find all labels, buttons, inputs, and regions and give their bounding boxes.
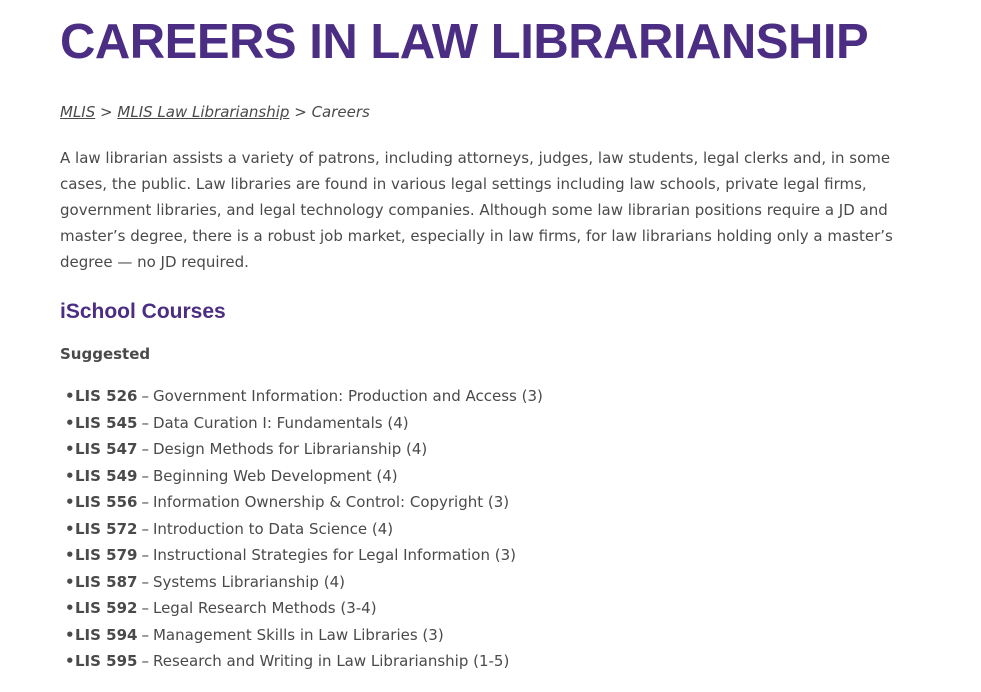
bullet-icon: • [65,440,75,458]
course-code: LIS 595 [75,652,138,670]
course-title: Systems Librarianship (4) [152,572,345,591]
course-item [60,410,543,437]
suggested-subheading: Suggested [60,345,151,363]
course-title: Instructional Strategies for Legal Information (3) [152,546,516,564]
course-code: LIS 526 [75,387,138,405]
course-separator: – [141,440,149,458]
course-separator: – [141,599,149,617]
course-title: Research and Writing in Law Librarianship (1-5) [152,652,510,670]
bullet-icon: • [65,519,75,538]
course-title: Data Curation I: Fundamentals (4) [152,413,409,432]
course-separator: – [141,572,149,591]
course-item [60,436,543,463]
course-code: LIS 556 [75,493,138,511]
course-item [60,542,543,569]
course-separator: – [141,519,149,538]
bullet-icon: • [65,413,75,432]
course-title: Beginning Web Development (4) [152,466,398,485]
course-title: Introduction to Data Science (4) [152,519,394,538]
breadcrumb-current: Careers [311,103,370,121]
course-code: LIS 547 [75,440,138,458]
course-title: Design Methods for Librarianship (4) [152,440,428,458]
breadcrumb-link-mlis-law-librarianship[interactable]: MLIS Law Librarianship [117,103,290,121]
course-item [60,622,543,649]
course-separator: – [141,652,149,670]
bullet-icon: • [65,493,75,511]
bullet-icon: • [65,466,75,485]
breadcrumb-separator: > [294,103,307,121]
course-list [60,383,543,675]
bullet-icon: • [65,599,75,617]
course-title: Legal Research Methods (3-4) [152,599,377,617]
page-title: CAREERS IN LAW LIBRARIANSHIP [60,15,869,69]
course-code: LIS 579 [75,546,138,564]
breadcrumb [60,101,370,123]
breadcrumb-link-mlis[interactable]: MLIS [60,103,96,121]
bullet-icon: • [65,625,75,644]
course-separator: – [141,546,149,564]
course-code: LIS 594 [75,625,138,644]
course-separator: – [141,493,149,511]
course-code: LIS 587 [75,572,138,591]
bullet-icon: • [65,652,75,670]
course-separator: – [141,625,149,644]
bullet-icon: • [65,546,75,564]
course-item [60,516,543,543]
course-item [60,648,543,675]
course-separator: – [141,387,149,405]
course-item [60,569,543,596]
course-separator: – [141,466,149,485]
course-item [60,463,543,490]
courses-heading: iSchool Courses [60,300,226,323]
course-code: LIS 549 [75,466,138,485]
breadcrumb-separator: > [100,103,113,121]
course-code: LIS 545 [75,413,138,432]
course-separator: – [141,413,149,432]
course-item [60,595,543,622]
bullet-icon: • [65,572,75,591]
course-item [60,489,543,516]
course-code: LIS 572 [75,519,138,538]
bullet-icon: • [65,387,75,405]
course-title: Information Ownership & Control: Copyright (3) [152,493,510,511]
intro-paragraph: A law librarian assists a variety of patrons, including attorneys, judges, law students, legal clerks and, in some cases, the public. Law libraries are found in various legal settings including law schools, private legal firms, government libraries, and legal technology companies. Although some law librarian positions require a JD and master’s degree, there is a robust job market, especially in law firms, for law librarians holding only a master’s degree — no JD required. [60,149,893,271]
course-code: LIS 592 [75,599,138,617]
course-title: Government Information: Production and Access (3) [152,387,543,405]
course-title: Management Skills in Law Libraries (3) [152,625,444,644]
course-item [60,383,543,410]
